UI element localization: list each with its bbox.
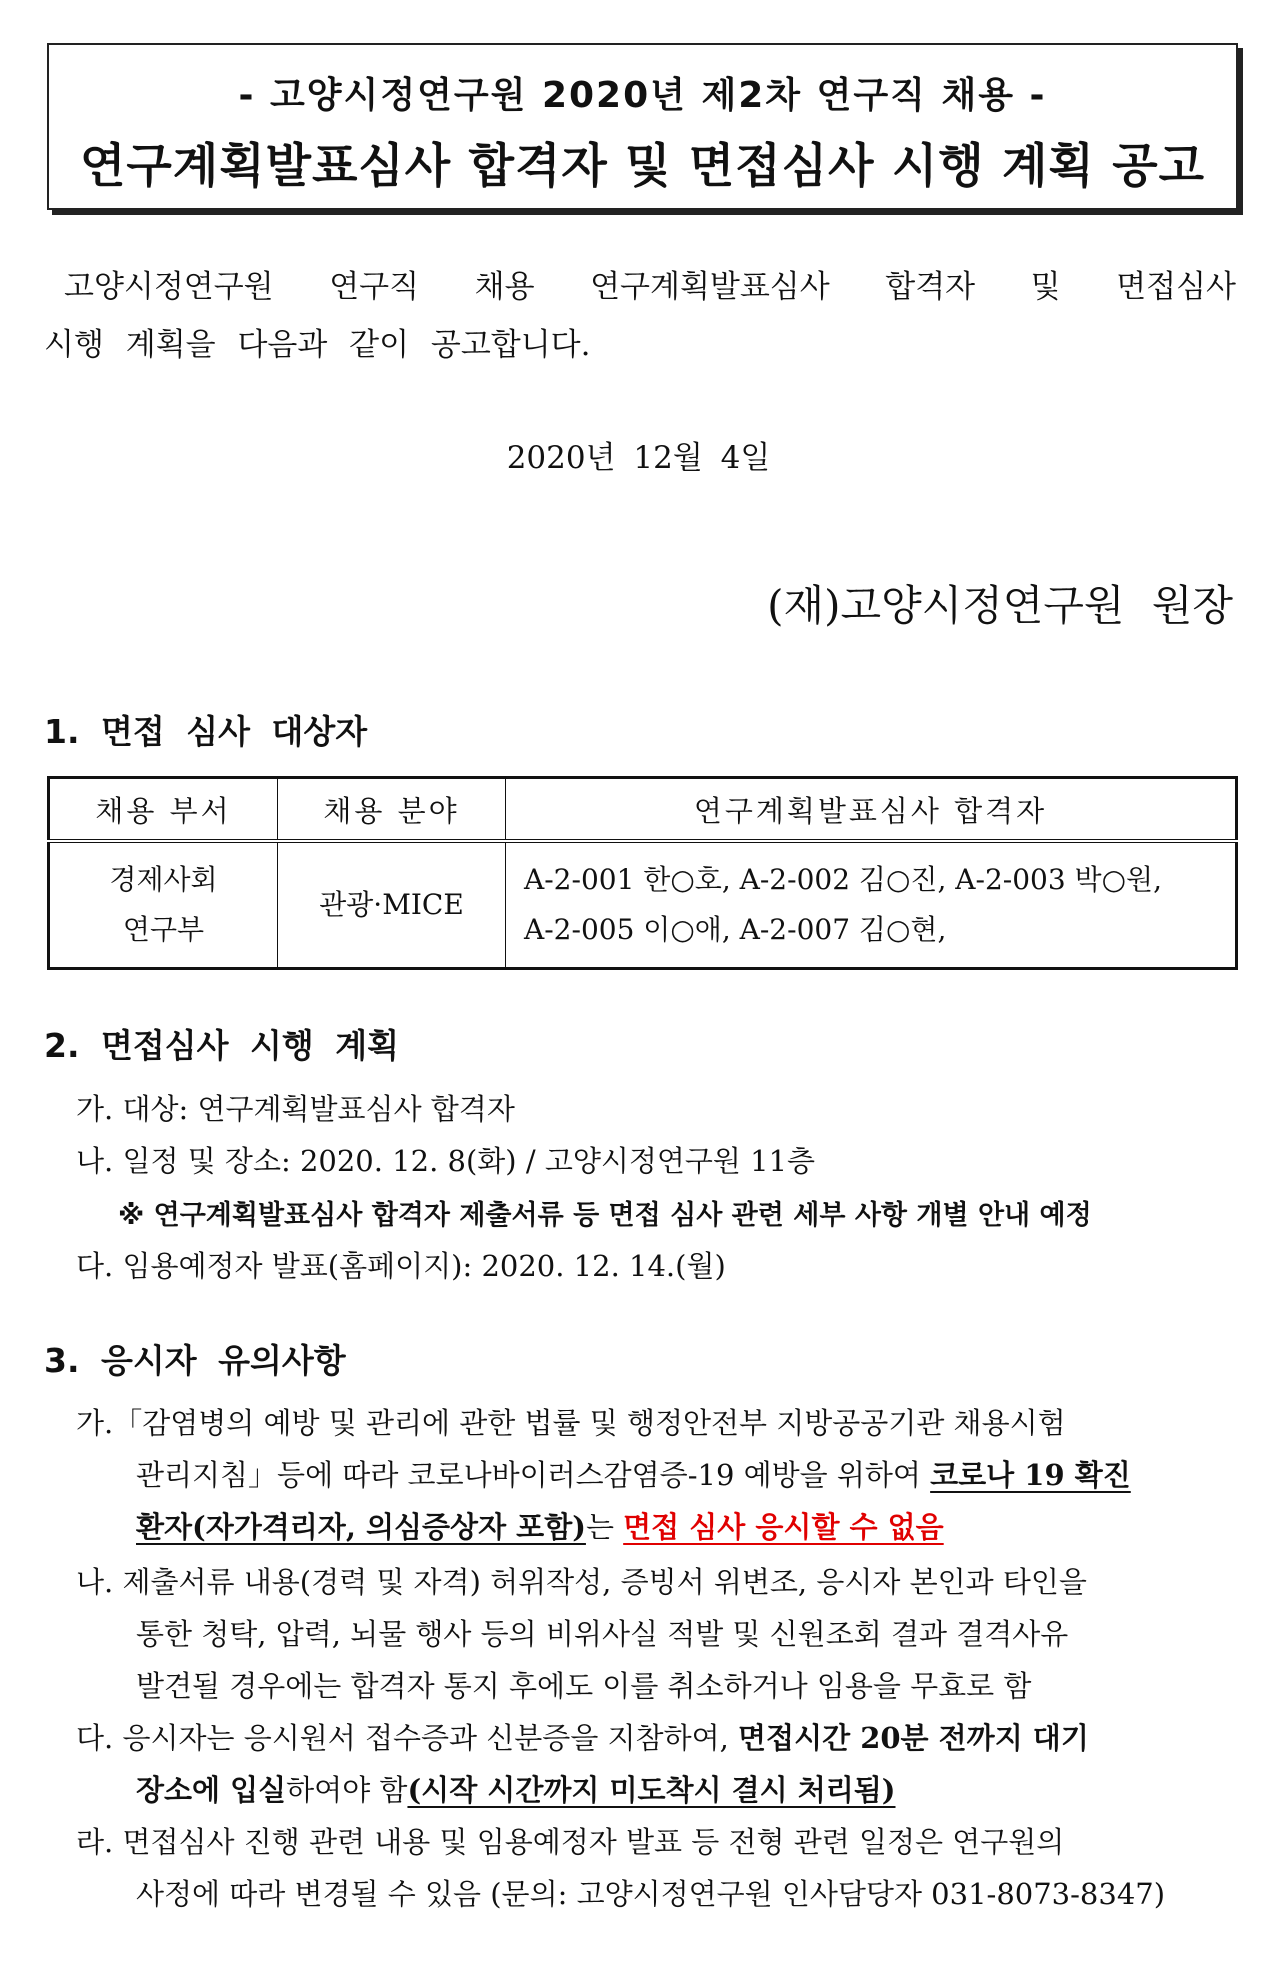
table-header-row bbox=[49, 778, 1237, 842]
intro-paragraph bbox=[44, 258, 1236, 374]
plan-item-schedule: 나. 일정 및 장소: 2020. 12. 8(화) / 고양시정연구원 11층 bbox=[76, 1144, 816, 1178]
caution-a-emphasis-1: 코로나 19 확진 bbox=[930, 1458, 1131, 1492]
header-field: 채용 분야 bbox=[278, 778, 506, 842]
plan-item-announcement: 다. 임용예정자 발표(홈페이지): 2020. 12. 14.(월) bbox=[76, 1249, 726, 1283]
caution-item-c bbox=[76, 1712, 1241, 1816]
caution-a-text: 관리지침」등에 따라 코로나바이러스감염증-19 예방을 위하여 bbox=[136, 1458, 931, 1492]
plan-notice: ※ 연구계획발표심사 합격자 제출서류 등 면접 심사 관련 세부 사항 개별 안내 예정 bbox=[118, 1200, 1092, 1231]
header-passers: 연구계획발표심사 합격자 bbox=[506, 778, 1237, 842]
dept-line-1: 경제사회 bbox=[109, 863, 218, 896]
issuer-name: (재)고양시정연구원 원장 bbox=[767, 581, 1233, 630]
caution-c-line-1 bbox=[76, 1712, 1241, 1764]
notice-title: 연구계획발표심사 합격자 및 면접심사 시행 계획 공고 bbox=[79, 139, 1206, 194]
cell-dept bbox=[49, 841, 278, 969]
caution-c-emphasis-3: (시작 시간까지 미도착시 결시 처리됨) bbox=[407, 1773, 896, 1807]
caution-b-line-2: 통한 청탁, 압력, 뇌물 행사 등의 비위사실 적발 및 신원조회 결과 결격사유 bbox=[136, 1617, 1069, 1651]
section-1-title: 1. 면접 심사 대상자 bbox=[44, 712, 368, 751]
caution-b-line-1: 나. 제출서류 내용(경력 및 자격) 허위작성, 증빙서 위변조, 응시자 본인과 타인을 bbox=[76, 1565, 1087, 1599]
section-3-title: 3. 응시자 유의사항 bbox=[44, 1341, 346, 1380]
caution-a-line-3 bbox=[76, 1501, 1241, 1553]
caution-c-text: 다. 응시자는 응시원서 접수증과 신분증을 지참하여, bbox=[76, 1721, 739, 1755]
dept-line-2: 연구부 bbox=[122, 913, 205, 946]
intro-line-1: 고양시정연구원 연구직 채용 연구계획발표심사 합격자 및 면접심사 bbox=[64, 269, 1236, 305]
plan-item-target: 가. 대상: 연구계획발표심사 합격자 bbox=[76, 1092, 515, 1126]
table-row bbox=[49, 841, 1237, 969]
notice-subtitle: - 고양시정연구원 2020년 제2차 연구직 채용 - bbox=[238, 75, 1047, 116]
section-2-title: 2. 면접심사 시행 계획 bbox=[44, 1026, 399, 1065]
caution-item-a bbox=[76, 1397, 1241, 1553]
cell-passers bbox=[506, 841, 1237, 969]
header-dept: 채용 부서 bbox=[49, 778, 278, 842]
caution-c-line-2 bbox=[76, 1764, 1241, 1816]
passers-line-1: A-2-001 한○호, A-2-002 김○진, A-2-003 박○원, bbox=[524, 863, 1162, 896]
caution-d-line-2: 사정에 따라 변경될 수 있음 (문의: 고양시정연구원 인사담당자 031-8073-8347) bbox=[136, 1877, 1166, 1911]
caution-a-emphasis-2: 환자(자가격리자, 의심증상자 포함) bbox=[136, 1510, 586, 1544]
caution-d-line-1: 라. 면접심사 진행 관련 내용 및 임용예정자 발표 등 전형 관련 일정은 연구원의 bbox=[76, 1825, 1065, 1859]
caution-c-emphasis-1: 면접시간 20분 전까지 대기 bbox=[738, 1721, 1089, 1755]
caution-b-line-3: 발견될 경우에는 합격자 통지 후에도 이를 취소하거나 임용을 무효로 함 bbox=[136, 1669, 1032, 1703]
caution-item-b bbox=[76, 1556, 1241, 1712]
caution-a-warning: 면접 심사 응시할 수 없음 bbox=[623, 1510, 944, 1544]
intro-line-2: 시행 계획을 다음과 같이 공고합니다. bbox=[44, 327, 591, 363]
caution-a-line-1: 가.「감염병의 예방 및 관리에 관한 법률 및 행정안전부 지방공공기관 채용시험 bbox=[76, 1406, 1066, 1440]
interview-targets-table bbox=[47, 776, 1238, 970]
caution-a-line-2 bbox=[76, 1449, 1241, 1501]
caution-c-text-2: 하여야 함 bbox=[286, 1773, 408, 1807]
title-box bbox=[47, 43, 1238, 210]
caution-item-d bbox=[76, 1816, 1241, 1920]
caution-c-emphasis-2: 장소에 입실 bbox=[136, 1773, 287, 1807]
notice-date: 2020년 12월 4일 bbox=[506, 440, 771, 476]
caution-a-particle: 는 bbox=[585, 1510, 624, 1544]
passers-line-2: A-2-005 이○애, A-2-007 김○현, bbox=[524, 913, 947, 946]
cell-field: 관광·MICE bbox=[278, 841, 506, 969]
